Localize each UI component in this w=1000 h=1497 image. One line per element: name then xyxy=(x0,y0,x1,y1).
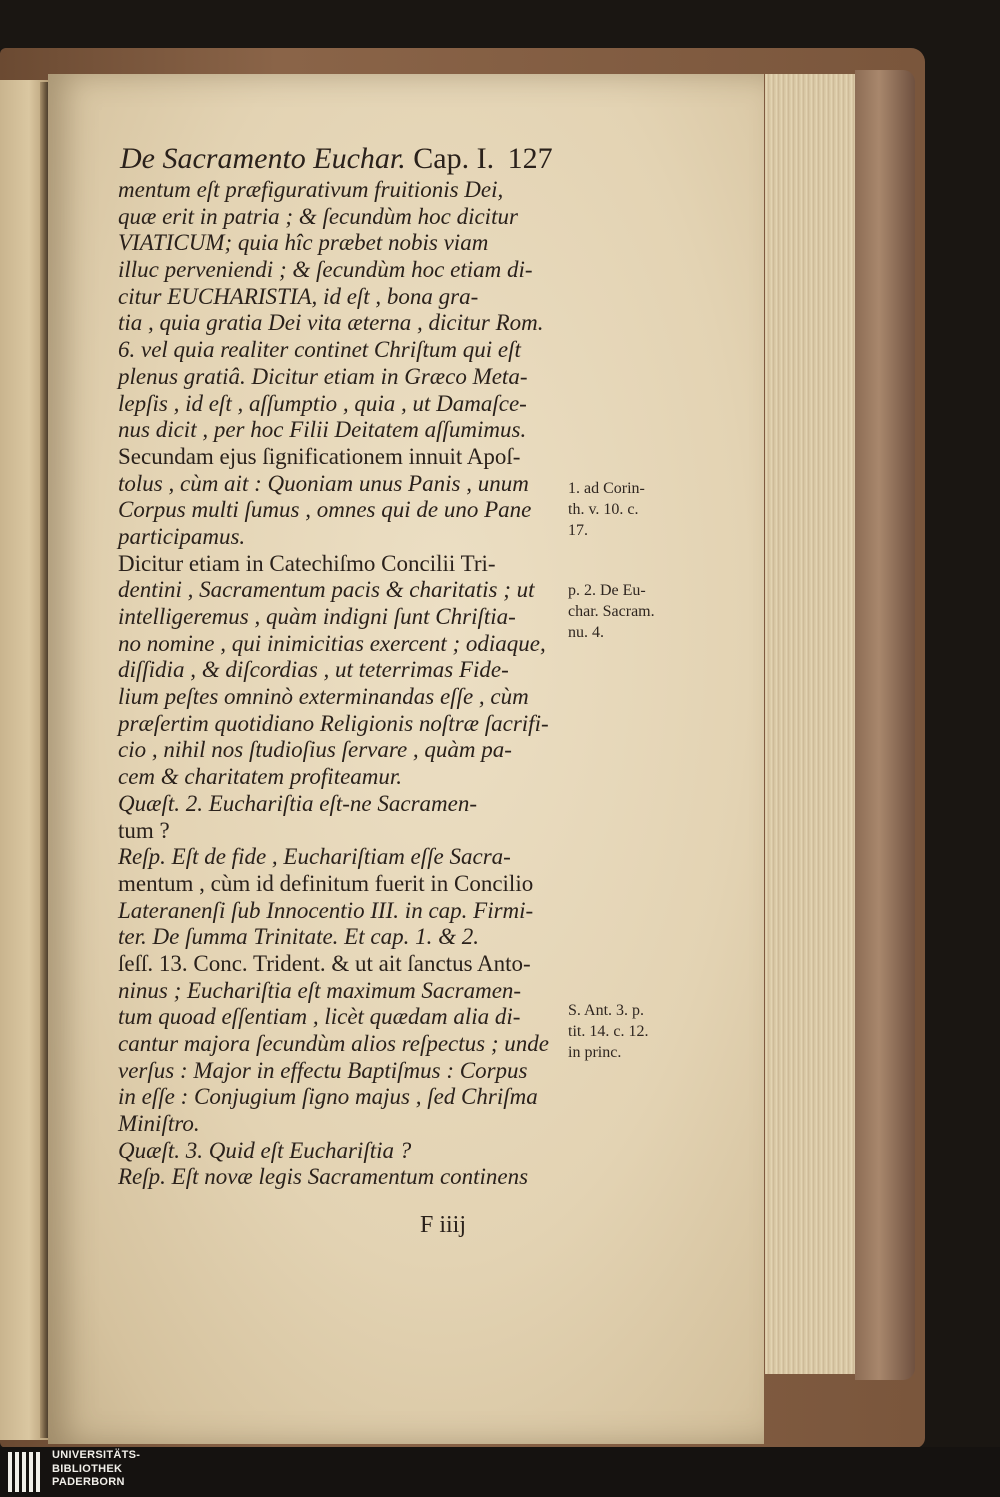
marginal-note-line: S. Ant. 3. p. xyxy=(568,1002,645,1019)
marginal-note-2 xyxy=(568,580,655,643)
text-line: lium peſtes omninò exterminandas eſſe , cùm xyxy=(118,684,529,710)
marginal-note-line: 17. xyxy=(568,522,588,539)
running-head-cap: Cap. I. xyxy=(413,142,495,175)
text-line: ſeſſ. 13. Conc. Trident. & ut ait ſanctus Anto- xyxy=(118,950,531,976)
library-logo-text xyxy=(52,1449,140,1490)
text-line: participamus. xyxy=(118,523,246,549)
text-line: cantur majora ſecundùm alios reſpectus ; unde xyxy=(118,1031,549,1056)
text-line: in eſſe : Conjugium ſigno majus , ſed Chriſma xyxy=(118,1084,538,1110)
text-line: Reſp. Eſt novæ legis Sacramentum continens xyxy=(118,1164,529,1190)
marginal-note-line: 1. ad Corin- xyxy=(568,480,645,497)
page-edges xyxy=(765,74,863,1374)
text-line: ter. De ſumma Trinitate. Et cap. 1. & 2. xyxy=(118,924,479,950)
text-line: verſus : Major in effectu Baptiſmus : Corpus xyxy=(118,1057,528,1083)
text-line: dentini , Sacramentum pacis & charitatis ; ut xyxy=(118,577,535,603)
marginal-note-1 xyxy=(568,478,645,541)
logo-line-3: PADERBORN xyxy=(52,1476,125,1488)
logo-line-2: BIBLIOTHEK xyxy=(52,1462,123,1475)
text-line: VIATICUM; quia hîc præbet nobis viam xyxy=(118,230,489,256)
footer-bar xyxy=(0,1447,1000,1497)
text-line: tia , quia gratia Dei vita æterna , dicitur Rom. xyxy=(118,310,544,336)
text-line: cio , nihil nos ſtudioſius ſervare , quàm pa- xyxy=(118,737,512,763)
text-line: diſſidia , & diſcordias , ut teterrimas Fide- xyxy=(118,657,509,683)
body-text xyxy=(118,177,549,1191)
marginal-note-line: th. v. 10. c. xyxy=(568,501,639,518)
text-line: mentum , cùm id definitum fuerit in Concilio xyxy=(118,870,534,896)
text-line: Corpus multi ſumus , omnes qui de uno Pane xyxy=(118,497,532,523)
text-line: intelligeremus , quàm indigni ſunt Chriſtia- xyxy=(118,604,516,629)
text-line: Miniſtro. xyxy=(118,1111,200,1137)
text-line: citur EUCHARISTIA, id eſt , bona gra- xyxy=(118,283,479,309)
text-line: Secundam ejus ſignificationem innuit Apoſ- xyxy=(118,443,521,469)
signature-mark: F iiij xyxy=(420,1212,467,1238)
marginal-note-line: nu. 4. xyxy=(568,624,604,641)
text-line: tolus , cùm ait : Quoniam unus Panis , unum xyxy=(118,470,529,496)
marginal-note-line: p. 2. De Eu- xyxy=(568,582,646,599)
marginal-note-line: in princ. xyxy=(568,1044,622,1061)
text-line: ninus ; Euchariſtia eſt maximum Sacramen- xyxy=(118,977,522,1003)
logo-line-1: UNIVERSITÄTS- xyxy=(52,1449,141,1461)
running-head xyxy=(120,142,553,176)
text-line: lepſis , id eſt , aſſumptio , quia , ut Damaſce- xyxy=(118,390,527,416)
text-line: Dicitur etiam in Catechiſmo Concilii Tri- xyxy=(118,550,496,576)
marginal-note-line: char. Sacram. xyxy=(568,603,655,620)
text-line: tum quoad eſſentiam , licèt quædam alia di- xyxy=(118,1004,521,1030)
text-line: Quæſt. 3. Quid eſt Euchariſtia ? xyxy=(118,1137,412,1163)
text-line: tum ? xyxy=(118,817,170,843)
text-line: Reſp. Eſt de fide , Euchariſtiam eſſe Sacra- xyxy=(118,844,511,870)
running-head-title: De Sacramento Euchar. xyxy=(120,142,406,175)
book-fore-edge xyxy=(855,70,915,1380)
text-line: illuc perveniendi ; & ſecundùm hoc etiam di- xyxy=(118,257,533,283)
library-logo-icon xyxy=(6,1450,46,1494)
marginal-note-line: tit. 14. c. 12. xyxy=(568,1023,649,1040)
text-line: Quæſt. 2. Euchariſtia eſt-ne Sacramen- xyxy=(118,790,477,816)
text-line: mentum eſt præfigurativum fruitionis Dei, xyxy=(118,177,504,202)
text-line: quæ erit in patria ; & ſecundùm hoc dicitur xyxy=(118,203,518,229)
text-line: plenus gratiâ. Dicitur etiam in Græco Meta- xyxy=(118,363,528,389)
page-number: 127 xyxy=(507,142,553,175)
text-line: nus dicit , per hoc Filii Deitatem aſſumimus. xyxy=(118,417,527,443)
text-line: Lateranenſi ſub Innocentio III. in cap. Firmi- xyxy=(118,897,534,923)
marginal-note-3 xyxy=(568,1000,648,1063)
text-line: no nomine , qui inimicitias exercent ; odiaque, xyxy=(118,630,546,656)
text-line: 6. vel quia realiter continet Chriſtum qui eſt xyxy=(118,337,521,363)
text-line: præſertim quotidiano Religionis noſtræ ſacrifi- xyxy=(118,710,549,736)
text-line: cem & charitatem profiteamur. xyxy=(118,764,403,790)
